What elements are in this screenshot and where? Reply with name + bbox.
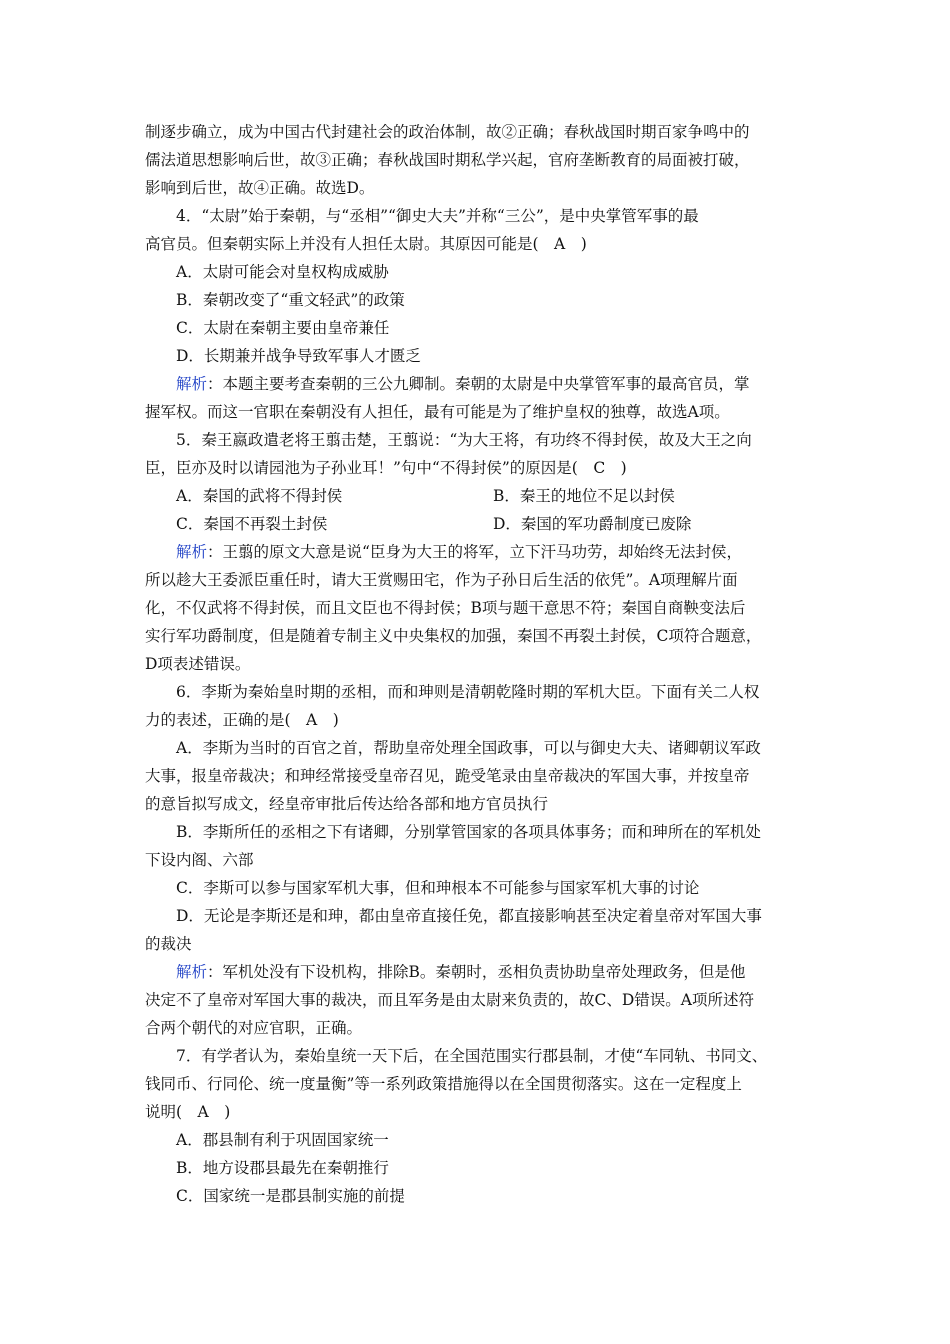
analysis-label: 解析 (176, 375, 208, 393)
option-b: B．李斯所任的丞相之下有诸卿，分别掌管国家的各项具体事务；而和珅所在的军机处 (176, 823, 761, 841)
option-d: D．秦国的军功爵制度已废除 (493, 515, 692, 533)
text-line: 儒法道思想影响后世，故③正确；春秋战国时期私学兴起，官府垄断教育的局面被打破， (145, 151, 750, 169)
option-a: 的意旨拟写成文，经皇帝审批后传达给各部和地方官员执行 (145, 795, 549, 813)
document-page (145, 118, 810, 1210)
analysis-label: 解析 (176, 963, 208, 981)
option-a: A．郡县制有利于巩固国家统一 (176, 1131, 389, 1149)
option-a: A．李斯为当时的百官之首，帮助皇帝处理全国政事，可以与御史大夫、诸卿朝议军政 (176, 739, 761, 757)
analysis-line: 所以趁大王委派臣重任时，请大王赏赐田宅，作为子孙日后生活的依凭”。A项理解片面 (145, 571, 738, 589)
option-c: C．太尉在秦朝主要由皇帝兼任 (176, 319, 390, 337)
option-c: C．李斯可以参与国家军机大事，但和珅根本不可能参与国家军机大事的讨论 (176, 879, 700, 897)
option-d: D．无论是李斯还是和珅，都由皇帝直接任免，都直接影响甚至决定着皇帝对军国大事 (176, 907, 762, 925)
analysis-line (145, 538, 810, 566)
analysis-line (145, 370, 810, 398)
question-6 (145, 678, 810, 1042)
analysis-line: 合两个朝代的对应官职，正确。 (145, 1019, 363, 1037)
option-a: A．太尉可能会对皇权构成威胁 (176, 263, 389, 281)
question-stem: 高官员。但秦朝实际上并没有人担任太尉。其原因可能是( A ) (145, 235, 587, 253)
text-line: 制逐步确立，成为中国古代封建社会的政治体制，故②正确；春秋战国时期百家争鸣中的 (145, 123, 750, 141)
analysis-line: 决定不了皇帝对军国大事的裁决，而且军务是由太尉来负责的，故C、D错误。A项所述符 (145, 991, 754, 1009)
question-stem: 5．秦王嬴政遣老将王翦击楚，王翦说：“为大王将，有功终不得封侯，故及大王之向 (176, 431, 752, 449)
question-stem: 7．有学者认为，秦始皇统一天下后，在全国范围实行郡县制，才使“车同轨、书同文、 (176, 1047, 768, 1065)
option-c: C．秦国不再裂土封侯 (176, 515, 328, 533)
option-b: B．秦王的地位不足以封侯 (493, 487, 675, 505)
analysis-line: 实行军功爵制度，但是随着专制主义中央集权的加强，秦国不再裂土封侯，C项符合题意， (145, 627, 762, 645)
analysis-text: ：王翦的原文大意是说“臣身为大王的将军，立下汗马功劳，却始终无法封侯， (207, 543, 742, 561)
question-stem: 钱同币、行同伦、统一度量衡”等一系列政策措施得以在全国贯彻落实。这在一定程度上 (145, 1075, 742, 1093)
option-d: D．长期兼并战争导致军事人才匮乏 (176, 347, 421, 365)
option-b: 下设内阁、六部 (145, 851, 254, 869)
option-c: C．国家统一是郡县制实施的前提 (176, 1187, 405, 1205)
option-a: 大事，报皇帝裁决；和珅经常接受皇帝召见，跪受笔录由皇帝裁决的军国大事，并按皇帝 (145, 767, 750, 785)
analysis-label: 解析 (176, 543, 208, 561)
question-stem: 6．李斯为秦始皇时期的丞相，而和珅则是清朝乾隆时期的军机大臣。下面有关二人权 (176, 683, 760, 701)
question-4 (145, 202, 810, 426)
question-stem: 说明( A ) (145, 1103, 231, 1121)
question-3-analysis-tail (145, 118, 810, 202)
analysis-line: 化，不仅武将不得封侯，而且文臣也不得封侯；B项与题干意思不符；秦国自商鞅变法后 (145, 599, 746, 617)
option-a: A．秦国的武将不得封侯 (176, 487, 343, 505)
question-stem: 4．“太尉”始于秦朝，与“丞相”“御史大夫”并称“三公”，是中央掌管军事的最 (176, 207, 699, 225)
option-d: 的裁决 (145, 935, 192, 953)
analysis-text: ：军机处没有下设机构，排除B。秦朝时，丞相负责协助皇帝处理政务，但是他 (207, 963, 746, 981)
analysis-line: D项表述错误。 (145, 655, 251, 673)
option-b: B．秦朝改变了“重文轻武”的政策 (176, 291, 405, 309)
option-b: B．地方设郡县最先在秦朝推行 (176, 1159, 389, 1177)
analysis-text: ：本题主要考查秦朝的三公九卿制。秦朝的太尉是中央掌管军事的最高官员，掌 (207, 375, 750, 393)
analysis-line (145, 958, 810, 986)
question-5 (145, 426, 810, 678)
options-row (145, 482, 810, 510)
question-stem: 力的表述，正确的是( A ) (145, 711, 339, 729)
question-7 (145, 1042, 810, 1210)
analysis-line: 握军权。而这一官职在秦朝没有人担任，最有可能是为了维护皇权的独尊，故选A项。 (145, 403, 730, 421)
text-line: 影响到后世，故④正确。故选D。 (145, 179, 375, 197)
question-stem: 臣，臣亦及时以请园池为子孙业耳！”句中“不得封侯”的原因是( C ) (145, 459, 627, 477)
options-row (145, 510, 810, 538)
